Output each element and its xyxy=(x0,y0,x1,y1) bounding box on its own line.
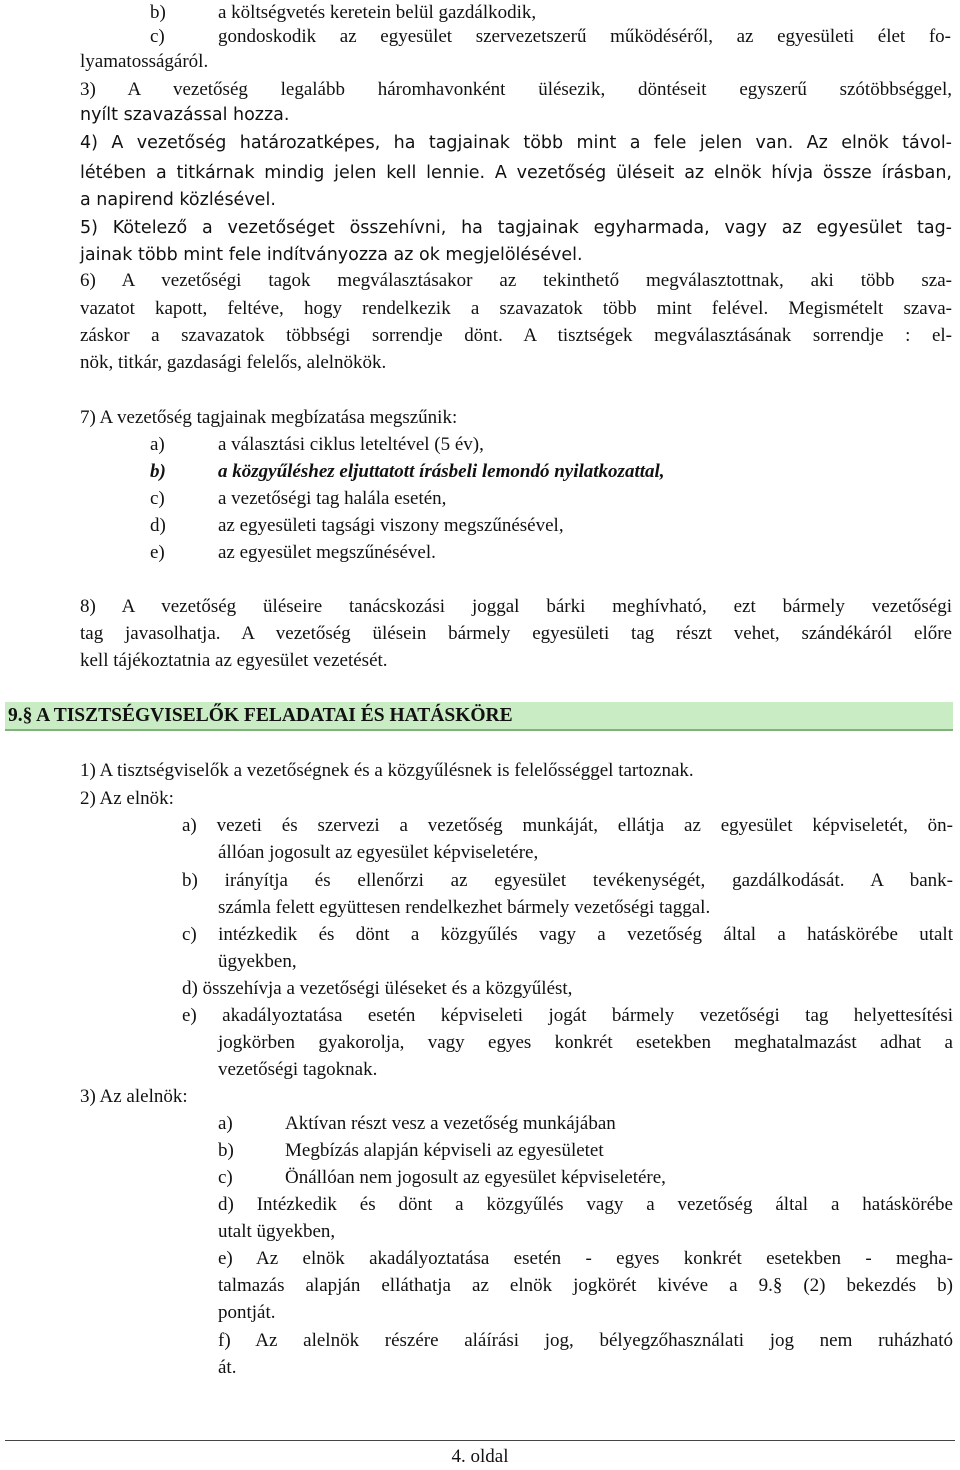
list-item-text: gondoskodik az egyesület szervezetszerű működéséről, az egyesületi élet fo- xyxy=(218,26,951,47)
paragraph-line: 7) A vezetőség tagjainak megbízatása megszűnik: xyxy=(80,407,458,428)
list-marker: a) xyxy=(218,1113,233,1134)
list-item-text: Önállóan nem jogosult az egyesület képviseletére, xyxy=(285,1167,666,1188)
paragraph-line: a napirend közlésével. xyxy=(80,190,276,210)
list-item-text: a költségvetés keretein belül gazdálkodik, xyxy=(218,2,537,23)
list-marker: b) xyxy=(218,1140,234,1161)
list-item-text: c) intézkedik és dönt a közgyűlés vagy a vezetőség által a hatáskörébe utalt xyxy=(182,924,953,945)
paragraph-line: jainak több mint fele indítványozza az ok megjelölésével. xyxy=(80,245,583,265)
list-marker: b) xyxy=(150,2,166,23)
paragraph-line: 3) A vezetőség legalább háromhavonként ülésezik, döntéseit egyszerű szótöbbséggel, xyxy=(80,79,952,100)
paragraph-line: 8) A vezetőség üléseire tanácskozási joggal bárki meghívható, ezt bármely vezetőségi xyxy=(80,596,952,617)
list-marker: e) xyxy=(150,542,165,563)
list-item-text: jogkörben gyakorolja, vagy egyes konkrét esetekben meghatalmazást adhat a xyxy=(218,1032,953,1053)
list-item-text: számla felett együttesen rendelkezhet bármely vezetőségi taggal. xyxy=(218,897,711,918)
paragraph-line: nyílt szavazással hozza. xyxy=(80,105,290,125)
list-item-text: át. xyxy=(218,1357,237,1378)
list-item-text: e) akadályoztatása esetén képviseleti jogát bármely vezetőségi tag helyettesítési xyxy=(182,1005,953,1026)
paragraph-line: 4) A vezetőség határozatképes, ha tagjainak több mint a fele jelen van. Az elnök távol- xyxy=(80,133,952,153)
list-item-text: a vezetőségi tag halála esetén, xyxy=(218,488,447,509)
list-item-text: Megbízás alapján képviseli az egyesületet xyxy=(285,1140,604,1161)
list-marker: b) xyxy=(150,461,166,482)
list-item-text: a választási ciklus leteltével (5 év), xyxy=(218,434,484,455)
list-marker: c) xyxy=(218,1167,233,1188)
list-item-text: d) Intézkedik és dönt a közgyűlés vagy a vezetőség által a hatáskörébe xyxy=(218,1194,953,1215)
paragraph-line: nök, titkár, gazdasági felelős, alelnökök. xyxy=(80,352,387,373)
list-marker: a) xyxy=(150,434,165,455)
paragraph-line: 5) Kötelező a vezetőséget összehívni, ha tagjainak egyharmada, vagy az egyesület tag- xyxy=(80,218,952,238)
list-marker: c) xyxy=(150,26,165,47)
list-item-text: utalt ügyekben, xyxy=(218,1221,336,1242)
list-item-text: talmazás alapján elláthatja az elnök jogkörét kivéve a 9.§ (2) bekezdés b) xyxy=(218,1275,953,1296)
list-item-text: pontját. xyxy=(218,1302,276,1323)
paragraph-line: 3) Az alelnök: xyxy=(80,1086,188,1107)
list-item-text: vezetőségi tagoknak. xyxy=(218,1059,378,1080)
text-line: lyamatosságáról. xyxy=(80,51,209,72)
list-item-text: állóan jogosult az egyesület képviseletére, xyxy=(218,842,539,863)
list-item-text: az egyesület megszűnésével. xyxy=(218,542,436,563)
list-item-text: f) Az alelnök részére aláírási jog, bélyegzőhasználati jog nem ruházható xyxy=(218,1330,953,1351)
list-item-text: az egyesületi tagsági viszony megszűnésével, xyxy=(218,515,564,536)
list-item-text-emphasis: a közgyűléshez eljuttatott írásbeli lemondó nyilatkozattal, xyxy=(218,461,665,482)
section-heading xyxy=(5,702,953,731)
paragraph-line: 2) Az elnök: xyxy=(80,788,174,809)
list-item-text: e) Az elnök akadályoztatása esetén - egyes konkrét esetekben - megha- xyxy=(218,1248,953,1269)
list-item-text: a) vezeti és szervezi a vezetőség munkáját, ellátja az egyesület képviseletét, ön- xyxy=(182,815,953,836)
paragraph-line: vazatot kapott, feltéve, hogy rendelkezik a szavazatok több mint felével. Megismételt szava- xyxy=(80,298,952,319)
section-heading-text: 9.§ A TISZTSÉGVISELŐK FELADATAI ÉS HATÁSKÖRE xyxy=(8,705,513,726)
list-item-text: d) összehívja a vezetőségi üléseket és a közgyűlést, xyxy=(182,978,573,999)
paragraph-line: kell tájékoztatnia az egyesület vezetését. xyxy=(80,650,388,671)
list-marker: d) xyxy=(150,515,166,536)
paragraph-line: 1) A tisztségviselők a vezetőségnek és a közgyűlésnek is felelősséggel tartoznak. xyxy=(80,760,694,781)
list-item-text: Aktívan részt vesz a vezetőség munkájában xyxy=(285,1113,616,1134)
list-item-text: ügyekben, xyxy=(218,951,297,972)
paragraph-line: tag javasolhatja. A vezetőség ülésein bármely egyesületi tag részt vehet, szándékáról előre xyxy=(80,623,952,644)
list-marker: c) xyxy=(150,488,165,509)
paragraph-line: 6) A vezetőségi tagok megválasztásakor az tekinthető megválasztottnak, aki több sza- xyxy=(80,270,952,291)
paragraph-line: létében a titkárnak mindig jelen kell lennie. A vezetőség üléseit az elnök hívja össze írásban, xyxy=(80,163,952,183)
page-number: 4. oldal xyxy=(451,1446,509,1467)
paragraph-line: záskor a szavazatok többségi sorrendje dönt. A tisztségek megválasztásának sorrendje : el- xyxy=(80,325,952,346)
footer-divider xyxy=(5,1440,955,1441)
list-item-text: b) irányítja és ellenőrzi az egyesület tevékenységét, gazdálkodását. A bank- xyxy=(182,870,953,891)
